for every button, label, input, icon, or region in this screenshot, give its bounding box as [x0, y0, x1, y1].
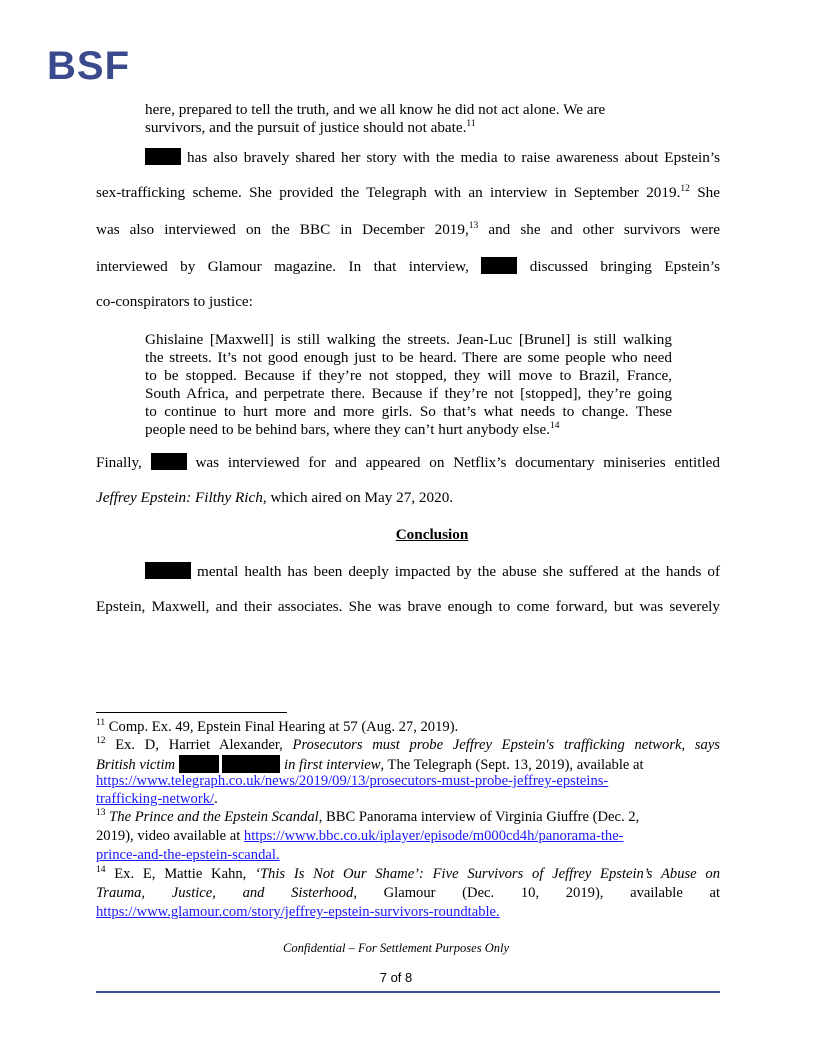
footnote-12-line1: $^{12}$ Ex. D, Harriet Alexander, Prosecutors must probe Jeffrey Epstein's trafficking network, says — [96, 736, 720, 753]
conclusion-heading: Conclusion — [395, 526, 469, 543]
footer-divider — [96, 991, 720, 993]
page-number: 7 of 8 — [379, 970, 413, 985]
para1-line3: was also interviewed on the BBC in December 2019,13 and she and other survivors were — [96, 221, 720, 238]
confidential-notice: Confidential – For Settlement Purposes Only — [282, 941, 509, 955]
para1-line4: interviewed by Glamour magazine. In that interview, discussed bringing Epstein’s — [96, 258, 720, 275]
logo-text: BSF — [47, 46, 130, 84]
footnote-separator — [96, 712, 287, 713]
redaction — [151, 453, 187, 470]
footnote-13-line1: $^{13}$ The Prince and the Epstein Scandal, BBC Panorama interview of Virginia Giuffre (Dec. 2, — [96, 808, 640, 825]
telegraph-link-cont[interactable]: trafficking-network/ — [96, 791, 215, 807]
conclusion-line2: Epstein, Maxwell, and their associates. She was brave enough to come forward, but was severely — [96, 598, 720, 615]
para1-line5: co-conspirators to justice: — [96, 293, 253, 310]
quote1-line1: here, prepared to tell the truth, and we all know he did not act alone. We are — [145, 101, 606, 118]
redaction — [145, 148, 181, 165]
footnote-11: $^{11}$ Comp. Ex. 49, Epstein Final Hearing at 57 (Aug. 27, 2019). — [96, 718, 459, 735]
para2-line1: Finally, was interviewed for and appeared on Netflix’s documentary miniseries entitled — [96, 454, 721, 471]
footnote-13-line3 — [96, 847, 280, 864]
glamour-link[interactable]: https://www.glamour.com/story/jeffrey-epstein-survivors-roundtable. — [96, 904, 500, 920]
quote2-line-last: people need to be behind bars, where they can’t hurt anybody else.$^{14}$ — [145, 421, 560, 438]
bbc-link-cont[interactable]: prince-and-the-epstein-scandal. — [96, 847, 280, 863]
redaction — [179, 755, 219, 773]
footnote-12-link-end: trafficking-network/. — [96, 791, 218, 807]
footnote-ref-11: 11 — [466, 119, 476, 129]
quote1-line2: survivors, and the pursuit of justice should not abate.$^{11}$ — [145, 119, 476, 136]
quote2-line: to be stopped. Because if they’re not stopped, they will move to Brazil, France, — [145, 367, 672, 384]
redaction — [481, 257, 517, 274]
quote2-line: South Africa, and perpetrate there. Because if they’re not [stopped], they’re going — [145, 385, 672, 402]
conclusion-line1: mental health has been deeply impacted by the abuse she suffered at the hands of — [145, 562, 720, 581]
quote2-line: the streets. It’s not good enough just to be heard. There are some people who need — [145, 349, 672, 366]
footnote-14-link-line — [96, 904, 500, 921]
footnote-14-line1: $^{14}$ Ex. E, Mattie Kahn, ‘This Is Not Our Shame’: Five Survivors of Jeffrey Epstein’s Abuse on — [96, 865, 720, 882]
bsf-logo — [47, 46, 139, 84]
bbc-link[interactable]: https://www.bbc.co.uk/iplayer/episode/m000cd4h/panorama-the- — [243, 828, 624, 844]
para2-line2: Jeffrey Epstein: Filthy Rich, which aired on May 27, 2020. — [96, 489, 454, 506]
redaction — [222, 755, 280, 773]
footnote-13-line2: 2019), video available at https://www.bbc.co.uk/iplayer/episode/m000cd4h/panorama-the- — [96, 828, 624, 844]
footnote-12-link — [96, 773, 608, 790]
quote2-line: Ghislaine [Maxwell] is still walking the streets. Jean-Luc [Brunel] is still walking — [145, 331, 672, 348]
quote2-line: to continue to hurt more and more girls. So that’s what needs to change. These — [145, 403, 672, 420]
para1-line2: sex-trafficking scheme. She provided the Telegraph with an interview in September 2019.12 She — [96, 184, 720, 201]
telegraph-link[interactable]: https://www.telegraph.co.uk/news/2019/09/13/prosecutors-must-probe-jeffrey-epsteins- — [96, 773, 609, 789]
footnote-14-line2: Trauma, Justice, and Sisterhood, Glamour (Dec. 10, 2019), available at — [96, 885, 720, 901]
para1-line1: has also bravely shared her story with the media to raise awareness about Epstein’s — [145, 148, 720, 167]
redaction — [145, 562, 191, 579]
footnote-12-line2: British victim in first interview, The Telegraph (Sept. 13, 2019), available at — [96, 757, 644, 773]
